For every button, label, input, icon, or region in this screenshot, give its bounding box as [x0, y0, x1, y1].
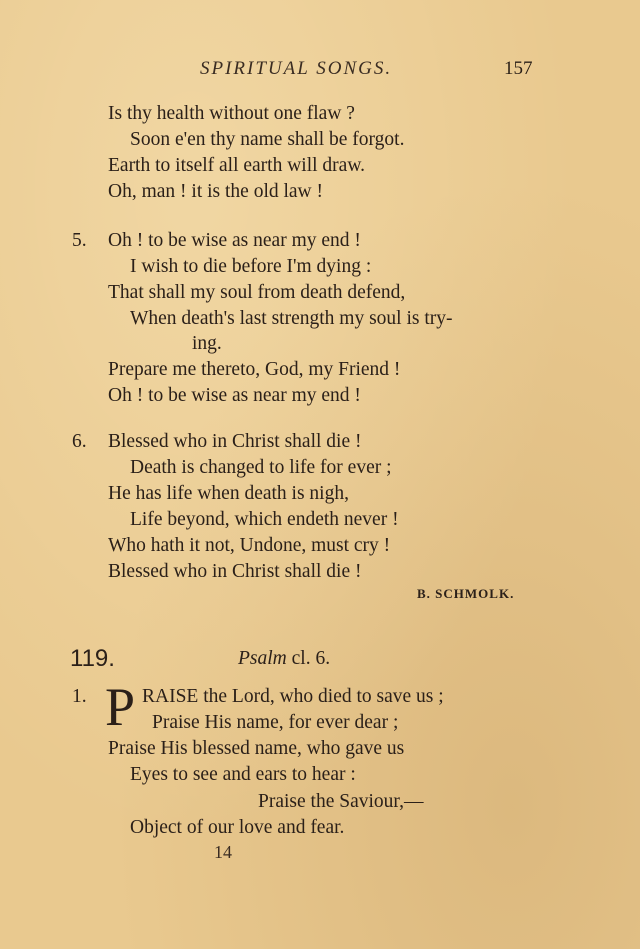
- verse-line: Death is changed to life for ever ;: [130, 457, 392, 478]
- author-attribution: B. SCHMOLK.: [417, 586, 515, 601]
- verse-line: Praise His name, for ever dear ;: [152, 712, 399, 733]
- verse-line: Blessed who in Christ shall die !: [108, 431, 362, 452]
- verse-line: Life beyond, which endeth never !: [130, 509, 399, 530]
- drop-cap: P: [105, 677, 136, 737]
- psalm-word: Psalm: [238, 648, 287, 669]
- verse-line: He has life when death is nigh,: [108, 483, 349, 504]
- verse-line: Object of our love and fear.: [130, 817, 345, 838]
- verse-line: When death's last strength my soul is try-: [130, 308, 453, 329]
- psalm-reference: [238, 648, 330, 670]
- verse-line: Praise His blessed name, who gave us: [108, 738, 405, 759]
- verse-line: Oh ! to be wise as near my end !: [108, 230, 361, 251]
- psalm-citation: cl. 6.: [286, 648, 331, 669]
- verse-line: Blessed who in Christ shall die !: [108, 561, 362, 582]
- verse-line: Eyes to see and ears to hear :: [130, 764, 356, 785]
- stanza-number: 1.: [72, 686, 87, 707]
- verse-line: Praise the Saviour,—: [258, 791, 424, 812]
- stanza-number: 5.: [72, 230, 87, 251]
- verse-line: RAISE the Lord, who died to save us ;: [142, 686, 444, 707]
- verse-line: Who hath it not, Undone, must cry !: [108, 535, 391, 556]
- verse-line: Earth to itself all earth will draw.: [108, 155, 366, 176]
- page-number: 157: [504, 58, 533, 79]
- verse-line: Soon e'en thy name shall be forgot.: [130, 129, 405, 150]
- hymn-number: 119.: [70, 645, 115, 672]
- verse-line: Oh, man ! it is the old law !: [108, 181, 324, 202]
- verse-line: Is thy health without one flaw ?: [108, 103, 355, 124]
- running-head: SPIRITUAL SONGS.: [200, 58, 393, 79]
- verse-line: Prepare me thereto, God, my Friend !: [108, 359, 401, 380]
- verse-line: That shall my soul from death defend,: [108, 282, 406, 303]
- signature-mark: 14: [214, 842, 232, 862]
- verse-line: I wish to die before I'm dying :: [130, 256, 372, 277]
- stanza-number: 6.: [72, 431, 87, 452]
- verse-line: ing.: [192, 333, 222, 354]
- verse-line: Oh ! to be wise as near my end !: [108, 385, 361, 406]
